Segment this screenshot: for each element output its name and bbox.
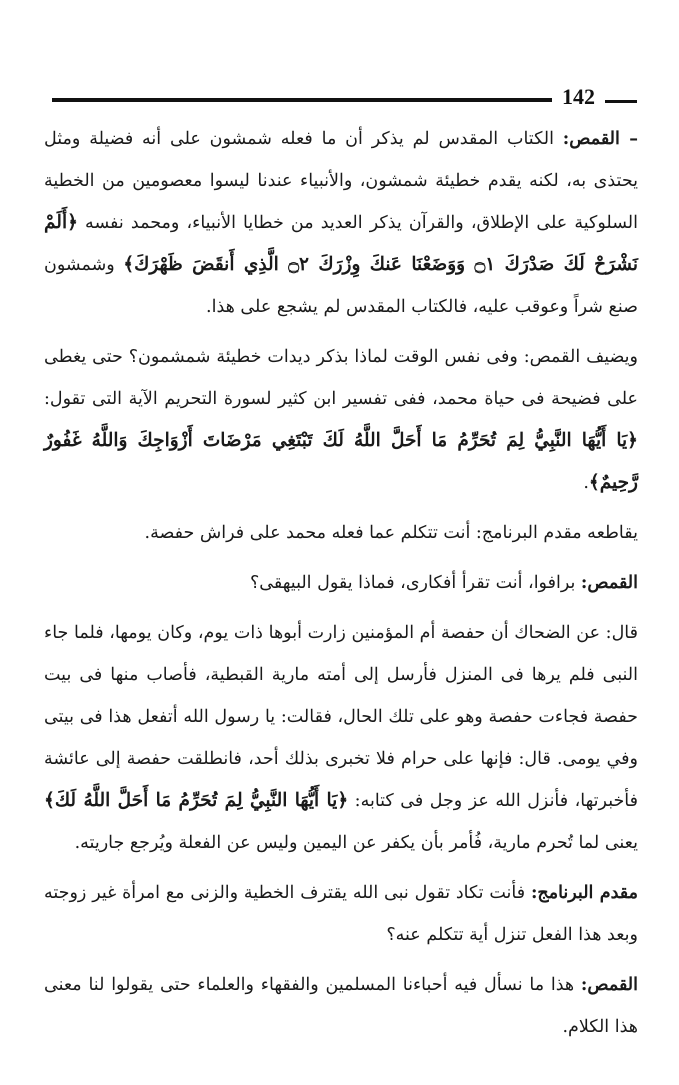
paragraph-text: . — [583, 473, 589, 493]
page-number: 142 — [562, 84, 595, 109]
speaker-label: القمص: — [580, 975, 638, 995]
paragraph-text: ويضيف القمص: وفى نفس الوقت لماذا بذكر ديدات خطيئة شمشمون؟ حتى يغطى على فضيحة فى حياة محمد، ففى تفسير ابن كثير لسورة التحريم الآية التى تقول: — [44, 347, 638, 409]
paragraph-1 — [44, 118, 638, 328]
paragraph-2 — [44, 336, 638, 504]
quran-verse: ﴿أَلَمْ نَشْرَحْ لَكَ صَدْرَكَ ۝١ وَوَضَعْنَا عَنكَ وِزْرَكَ ۝٢ الَّذِي أَنقَضَ ظَهْرَكَ﴾ — [44, 212, 638, 275]
paragraph-text: قال: عن الضحاك أن حفصة أم المؤمنين زارت أبوها ذات يوم، وكان يومها، فلما جاء النبى فلم يرها فى المنزل فأرسل إلى أمته مارية القبطية، فأصاب منها فى بيت حفصة فجاءت حفصة وهو على تلك الحال، فقالت: يا رسول الله أتفعل هذا فى بيتى وفي يومى. قال: فإنها على حرام فلا تخبرى بذلك أحد، فانطلقت حفصة إلى عائشة فأخبرتها، فأنزل الله عز وجل فى كتابه: — [44, 623, 639, 811]
quran-verse: ﴿يَا أَيُّهَا النَّبِيُّ لِمَ تُحَرِّمُ مَا أَحَلَّ اللَّهُ لَكَ تَبْتَغِي مَرْضَاتَ أَزْوَاجِكَ وَاللَّهُ غَفُورٌ رَّحِيمٌ﴾ — [44, 430, 638, 493]
paragraph-text: يقاطعه مقدم البرنامج: أنت تتكلم عما فعله محمد على فراش حفصة. — [144, 523, 638, 543]
header-rule-long — [52, 98, 552, 102]
header-rule-short — [605, 100, 637, 103]
paragraph-text: فأنت تكاد تقول نبى الله يقترف الخطية والزنى مع امرأة غير زوجته وبعد هذا الفعل تنزل أية تتكلم عنه؟ — [44, 883, 638, 945]
page-header — [52, 84, 637, 110]
paragraph-dash: – — [619, 129, 638, 149]
paragraph-text: هذا ما نسأل فيه أحباءنا المسلمين والفقهاء والعلماء حتى يقولوا لنا معنى هذا الكلام. — [44, 975, 638, 1037]
paragraph-3 — [44, 512, 638, 554]
speaker-label: مقدم البرنامج: — [530, 883, 638, 903]
paragraph-7 — [44, 964, 638, 1048]
paragraph-6 — [44, 872, 638, 956]
quran-verse: ﴿يَا أَيُّهَا النَّبِيُّ لِمَ تُحَرِّمُ مَا أَحَلَّ اللَّهُ لَكَ﴾ — [44, 790, 349, 811]
body-text — [44, 118, 638, 1056]
paragraph-text: يعنى لما تُحرم مارية، فُأمر بأن يكفر عن اليمين وليس عن الفعلة ويُرجع جاريته. — [74, 833, 638, 853]
paragraph-text: برافوا، أنت تقرأ أفكارى، فماذا يقول البيهقى؟ — [250, 573, 581, 593]
paragraph-4 — [44, 562, 638, 604]
speaker-label: القمص: — [562, 129, 620, 149]
speaker-label: القمص: — [580, 573, 638, 593]
paragraph-text: وشمشون صنع شراً وعوقب عليه، فالكتاب المقدس لم يشجع على هذا. — [44, 255, 638, 317]
paragraph-text: الكتاب المقدس لم يذكر أن ما فعله شمشون على أنه فضيلة ومثل يحتذى به، لكنه يقدم خطيئة شمشون، والأنبياء عندنا ليسوا معصومين من الخطية السلوكية على الإطلاق، والقرآن يذكر العديد من خطايا الأنبياء، ومحمد نفسه — [44, 129, 638, 233]
paragraph-5 — [44, 612, 638, 864]
